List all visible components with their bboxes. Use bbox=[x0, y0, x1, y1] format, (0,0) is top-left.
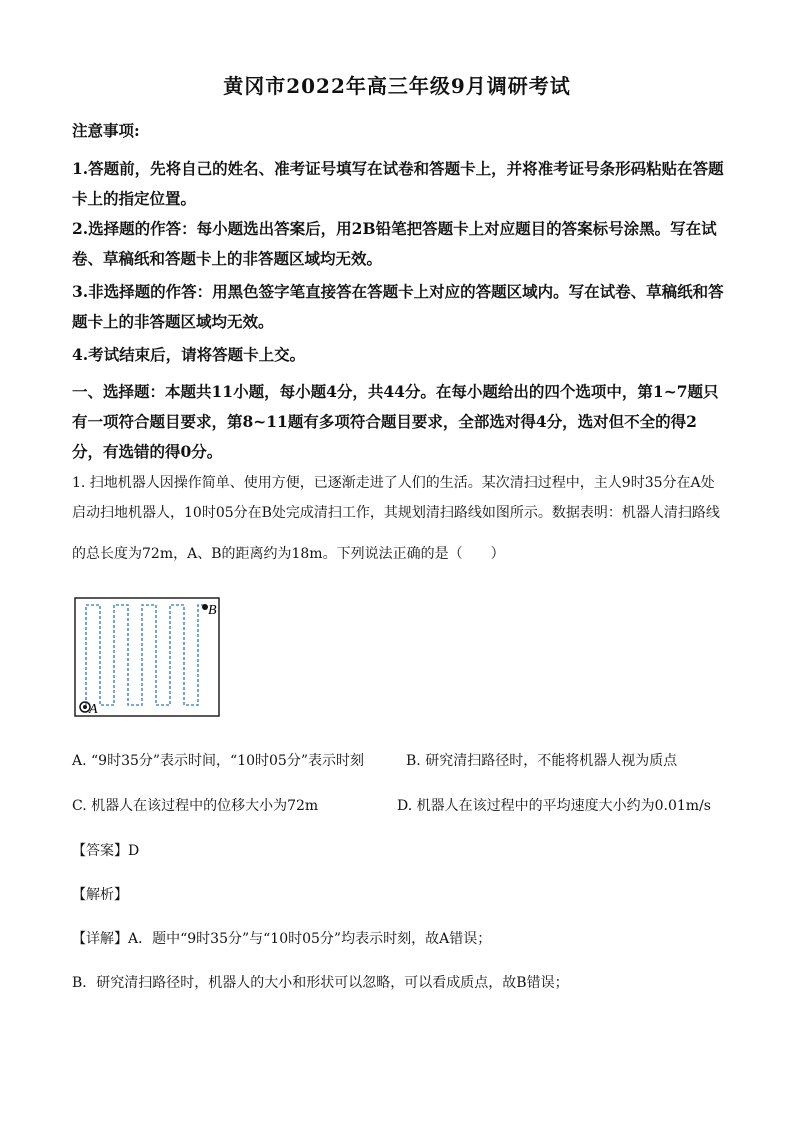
analysis-heading: 【解析】 bbox=[72, 887, 128, 903]
option-a: A. “9时35分”表示时间，“10时05分”表示时刻 bbox=[72, 753, 364, 769]
label-a: A bbox=[89, 702, 98, 717]
answer-line: 【答案】D bbox=[72, 843, 140, 859]
exam-title: 黄冈市2022年高三年级9月调研考试 bbox=[223, 74, 571, 98]
option-d: D. 机器人在该过程中的平均速度大小约为0.01m/s bbox=[397, 798, 711, 814]
question-1-stem-2: 的总长度为72m，A、B的距离约为18m。下列说法正确的是（ ） bbox=[72, 546, 505, 562]
notice-1: 1.答题前，先将自己的姓名、准考证号填写在试卷和答题卡上，并将准考证号条形码粘贴在答题卡上的指定位置。 bbox=[72, 159, 724, 208]
section-one-instructions: 一、选择题：本题共11小题，每小题4分，共44分。在每小题给出的四个选项中，第1~7题只有一项符合题目要求，第8~11题有多项符合题目要求，全部选对得4分，选对但不全的得2分，有选错的得0分。 bbox=[72, 382, 719, 461]
label-b: B bbox=[208, 603, 217, 618]
cleaning-route-diagram bbox=[74, 597, 222, 719]
question-1-stem: 1. 扫地机器人因操作简单、使用方便，已逐渐走进了人们的生活。某次清扫过程中，主人9时35分在A处启动扫地机器人，10时05分在B处完成清扫工作，其规划清扫路线如图所示。数据表明：机器人清扫路线 bbox=[72, 475, 720, 521]
detail-a: 【详解】A．题中“9时35分”与“10时05分”均表示时刻，故A错误； bbox=[72, 931, 492, 947]
option-c: C. 机器人在该过程中的位移大小为72m bbox=[72, 798, 319, 814]
notice-3: 3.非选择题的作答：用黑色签字笔直接答在答题卡上对应的答题区域内。写在试卷、草稿纸和答题卡上的非答题区域均无效。 bbox=[72, 282, 724, 331]
detail-b: B．研究清扫路径时，机器人的大小和形状可以忽略，可以看成质点，故B错误； bbox=[72, 975, 569, 991]
notice-heading: 注意事项: bbox=[72, 121, 140, 140]
option-b: B. 研究清扫路径时，不能将机器人视为质点 bbox=[406, 753, 678, 769]
notice-2: 2.选择题的作答：每小题选出答案后，用2B铅笔把答题卡上对应题目的答案标号涂黑。写在试卷、草稿纸和答题卡上的非答题区域均无效。 bbox=[72, 219, 717, 268]
route-path bbox=[86, 605, 205, 705]
notice-4: 4.考试结束后，请将答题卡上交。 bbox=[72, 345, 306, 364]
